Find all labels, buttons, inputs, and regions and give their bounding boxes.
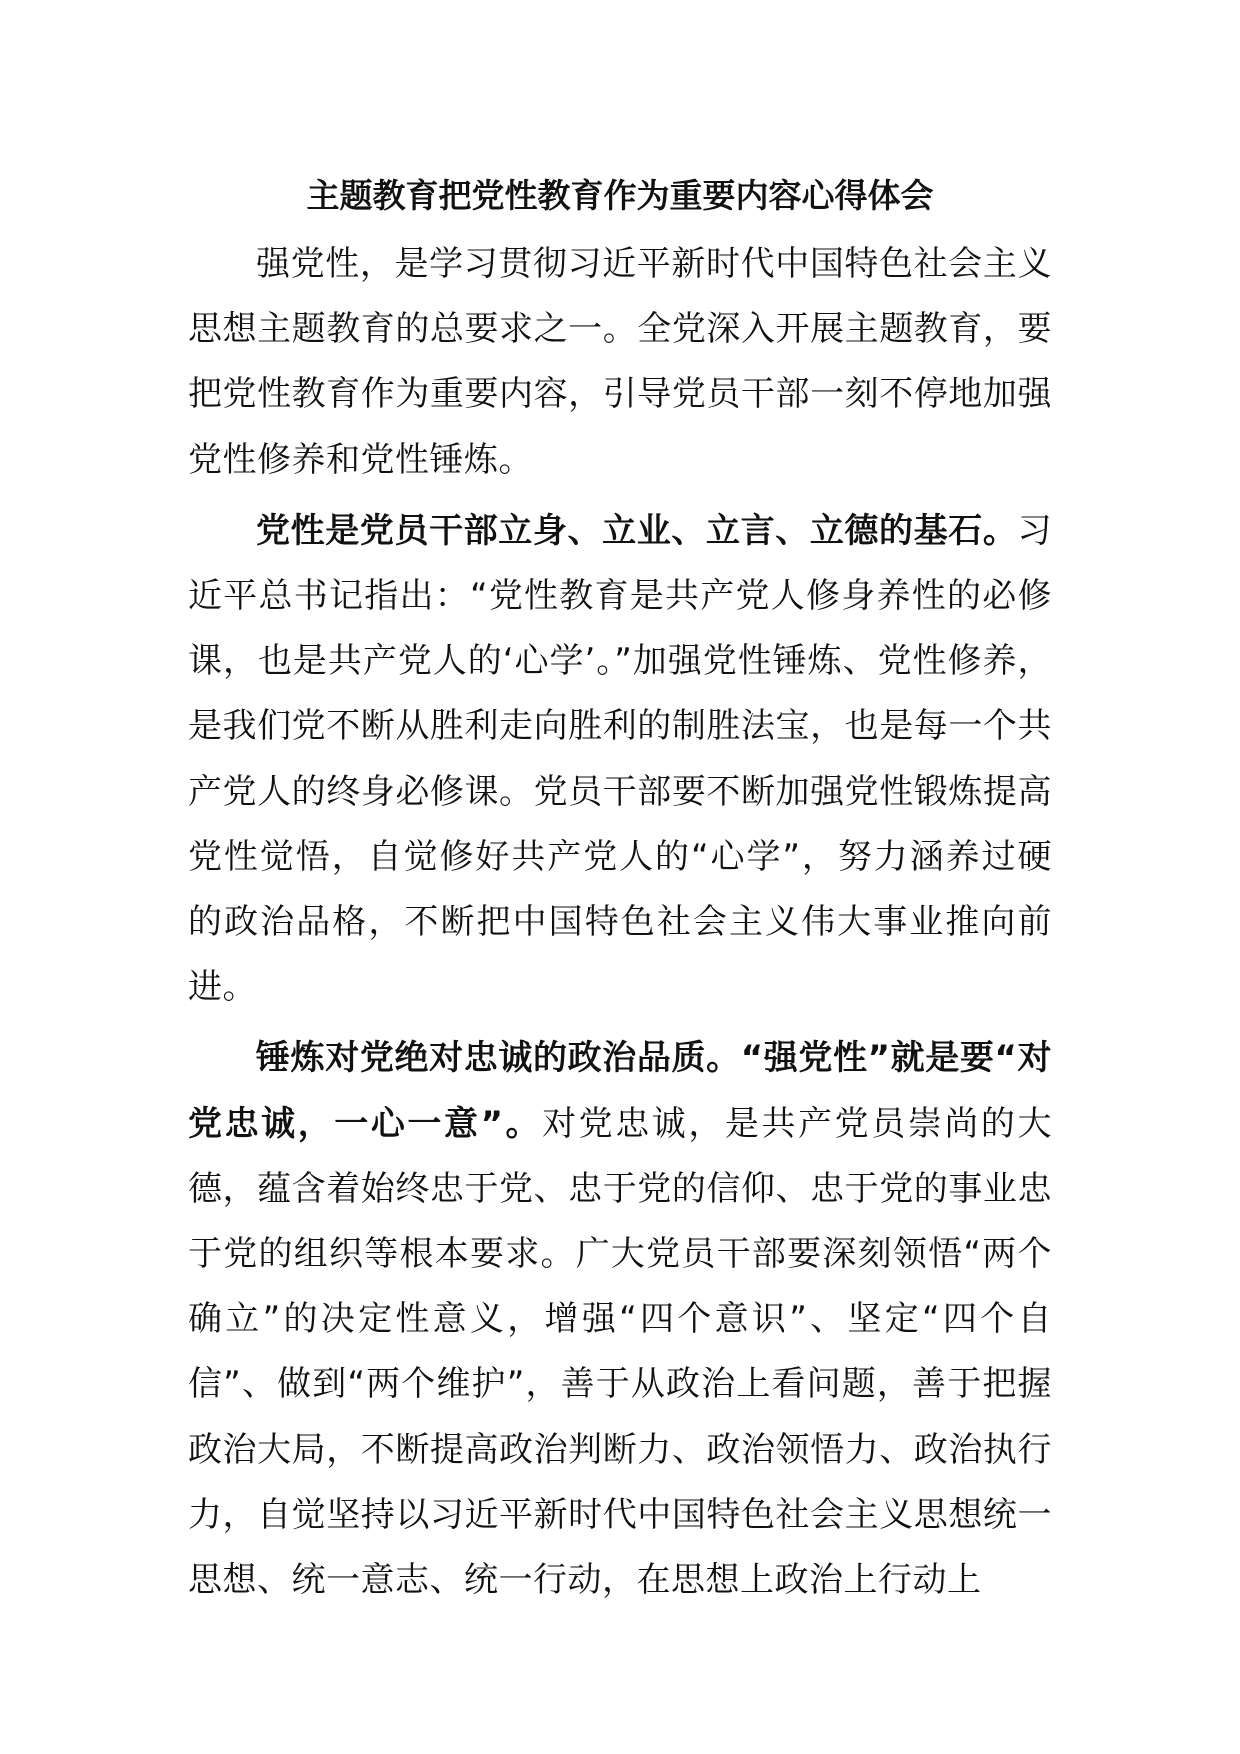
paragraph-cornerstone [188, 499, 1052, 1021]
paragraph-text: 对党忠诚，是共产党员崇尚的大德，蕴含着始终忠于党、忠于党的信仰、忠于党的事业忠于党的组织等根本要求。广大党员干部要深刻领悟“两个确立”的决定性意义，增强“四个意识”、坚定“四个自信”、做到“两个维护”，善于从政治上看问题，善于把握政治大局，不断提高政治判断力、政治领悟力、政治执行力，自觉坚持以习近平新时代中国特色社会主义思想统一思想、统一意志、统一行动，在思想上政治上行动上 [188, 1103, 1052, 1601]
paragraph-intro [188, 232, 1052, 493]
document-page [188, 170, 1052, 1619]
paragraph-text: 习近平总书记指出：“党性教育是共产党人修身养性的必修课，也是共产党人的‘心学’。”加强党性锤炼、党性修养，是我们党不断从胜利走向胜利的制胜法宝，也是每一个共产党人的终身必修课。党员干部要不断加强党性锻炼提高党性觉悟，自觉修好共产党人的“心学”，努力涵养过硬的政治品格，不断把中国特色社会主义伟大事业推向前进。 [188, 510, 1052, 1008]
document-title: 主题教育把党性教育作为重要内容心得体会 [306, 176, 934, 215]
paragraph-loyalty [188, 1026, 1052, 1613]
paragraph-text: 强党性，是学习贯彻习近平新时代中国特色社会主义思想主题教育的总要求之一。全党深入开展主题教育，要把党性教育作为重要内容，引导党员干部一刻不停地加强党性修养和党性锤炼。 [188, 244, 1052, 480]
paragraph-lead: 锤炼对党绝对忠诚的政治品质。“强党性”就是要“对党忠诚，一心一意”。 [188, 1038, 1052, 1144]
paragraph-lead: 党性是党员干部立身、立业、立言、立德的基石。 [256, 510, 1018, 551]
